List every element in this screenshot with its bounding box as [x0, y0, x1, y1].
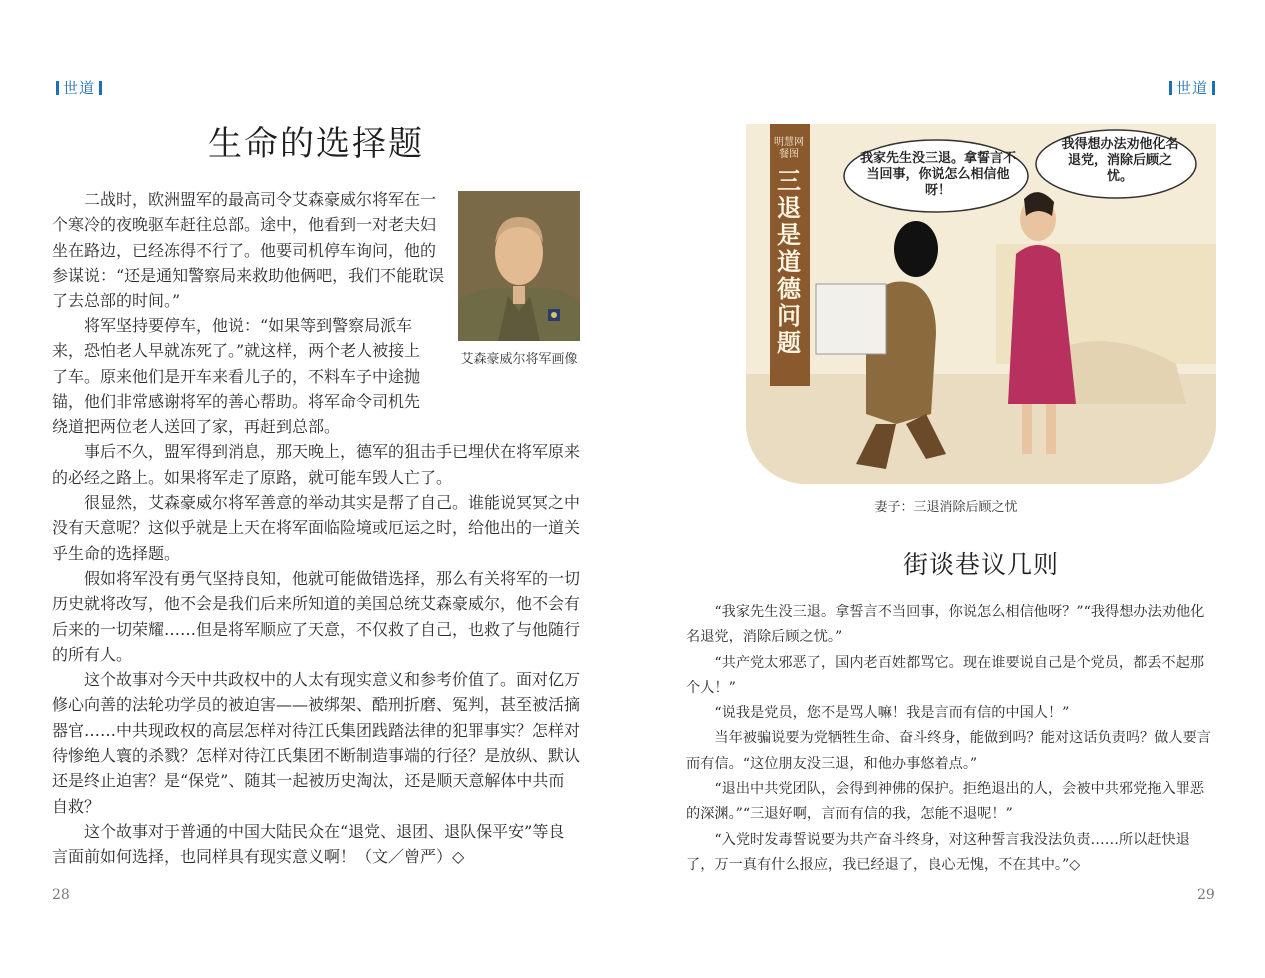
page-number-left: 28	[52, 887, 70, 903]
section-tag-label: 世道	[63, 79, 96, 97]
section-tag-label: 世道	[1176, 79, 1209, 97]
article-title-left: 生命的选择题	[208, 124, 424, 164]
paragraph: “说我是党员，您不是骂人嘛！我是言而有信的中国人！”	[714, 705, 1070, 722]
speech-bubble-woman: 我得想办法劝他化名退党，消除后顾之忧。	[1061, 137, 1179, 184]
paragraph: “退出中共党团队，会得到神佛的保护。拒绝退出的人，会被中共邪党拖入罪恶的深渊。”“三退好啊，言而有信的我，怎能不退呢！”	[686, 781, 1205, 823]
paragraph: 将军坚持要停车，他说：“如果等到警察局派车来，恐怕老人早就冻死了。”就这样，两个老人被接上了车。原来他们是开车来看儿子的，不料车子中途抛锚，他们非常感谢将军的善心帮助。将军命令司机先绕道把两位老人送回了家，再赶到总部。	[52, 316, 421, 437]
paragraph: 这个故事对于普通的中国大陆民众在“退党、退团、退队保平安”等良言面前如何选择，也同样具有现实意义啊！（文／曾严）◇	[52, 821, 565, 867]
paragraph: 假如将军没有勇气坚持良知，他就可能做错选择，那么有关将军的一切历史就将改写，他不会是我们后来所知道的美国总统艾森豪威尔，他不会有后来的一切荣耀……但是将军顺应了天意，不仅救了自己，也救了与他随行的所有人。	[52, 568, 581, 664]
paragraph: “共产党太邪恶了，国内老百姓都骂它。现在谁要说自己是个党员，都丢不起那个人！”	[686, 654, 1205, 696]
speech-bubble-man: 我家先生没三退。拿誓言不当回事，你说怎么相信他呀！	[859, 151, 1016, 198]
portrait-caption: 艾森豪威尔将军画像	[460, 352, 578, 367]
paragraph: “我家先生没三退。拿誓言不当回事，你说怎么相信他呀？”“我得想办法劝他化名退党，消除后顾之忧。”	[686, 604, 1205, 646]
cartoon-caption: 妻子：三退消除后顾之忧	[874, 500, 1018, 515]
article-body-left-part1	[52, 187, 446, 313]
page-number-right: 29	[1197, 887, 1215, 903]
article-body-right	[686, 600, 1216, 878]
paragraph: “入党时发毒誓说要为共产奋斗终身，对这种誓言我没法负责……所以赶快退了，万一真有什么报应，我已经退了，良心无愧，不在其中。”◇	[686, 831, 1190, 873]
section-tag-left	[52, 77, 106, 98]
paragraph: 二战时，欧洲盟军的最高司令艾森豪威尔将军在一个寒冷的夜晚驱车赶往总部。途中，他看到一对老夫妇坐在路边，已经冻得不行了。他要司机停车询问，他的参谋说：“还是通知警察局来救助他俩吧，我们不能耽误了去总部的时间。”	[52, 190, 445, 311]
cartoon-banner-small: 明慧网 餐图	[774, 137, 804, 160]
paragraph: 这个故事对今天中共政权中的人太有现实意义和参考价值了。面对亿万修心向善的法轮功学员的被迫害——被绑架、酷刑折磨、冤判，甚至被活摘器官……中共现政权的高层怎样对待江氏集团践踏法律的犯罪事实？怎样对待惨绝人寰的杀戮？怎样对待江氏集团不断制造事端的行径？是放纵、默认还是终止迫害？是“保党”、随其一起被历史淘汰，还是顺天意解体中共而自救？	[52, 670, 581, 816]
article-title-right: 街谈巷议几则	[902, 550, 1059, 579]
paragraph: 很显然，艾森豪威尔将军善意的举动其实是帮了自己。谁能说冥冥之中没有天意呢？这似乎就是上天在将军面临险境或厄运之时，给他出的一道关乎生命的选择题。	[52, 493, 581, 563]
section-tag-right	[1165, 77, 1219, 98]
article-body-left-part2	[52, 313, 580, 870]
paragraph: 事后不久，盟军得到消息，那天晚上，德军的狙击手已埋伏在将军原来的必经之路上。如果将军走了原路，就可能车毁人亡了。	[52, 442, 581, 487]
cartoon-banner-title: 三退是道德问题	[777, 167, 801, 357]
paragraph: 当年被骗说要为党牺牲生命、奋斗终身，能做到吗？能对这话负责吗？做人要言而有信。“这位朋友没三退，和他办事悠着点。”	[686, 730, 1211, 772]
